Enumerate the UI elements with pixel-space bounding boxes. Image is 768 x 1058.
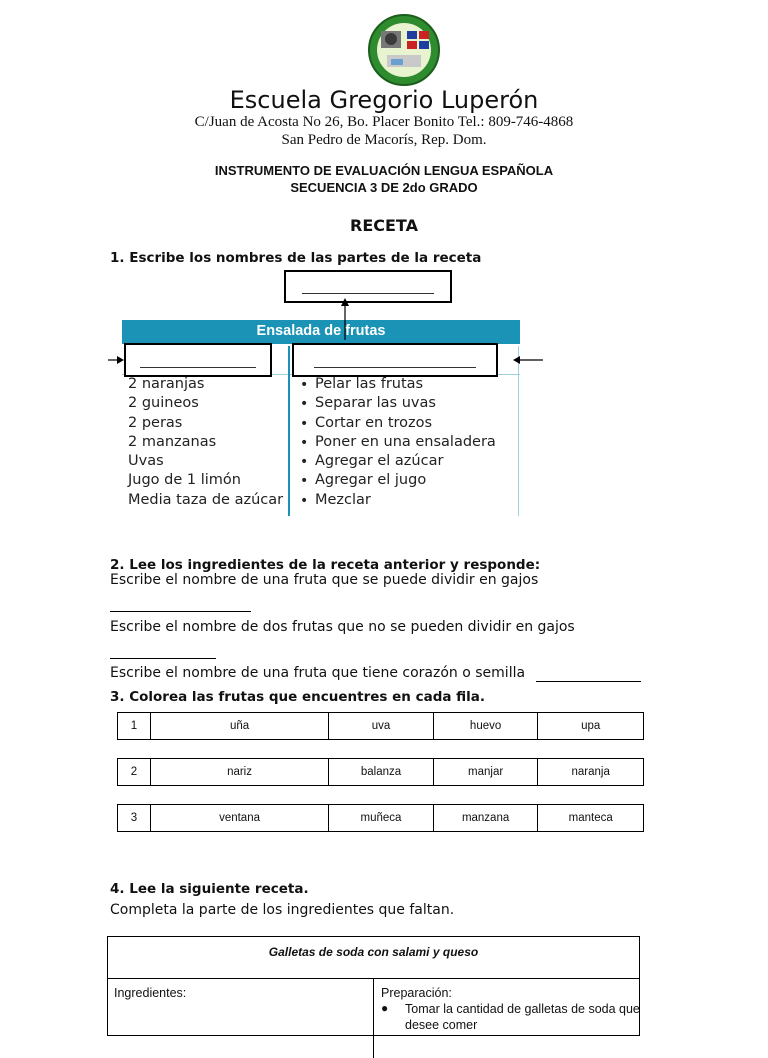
word-cell[interactable]: manzana: [433, 805, 538, 831]
step-bullet: •: [300, 377, 309, 393]
school-name: Escuela Gregorio Luperón: [229, 86, 539, 114]
section-title: RECETA: [350, 216, 418, 235]
step-bullet: •: [300, 473, 309, 489]
step-bullet: •: [300, 396, 309, 412]
word-row: [117, 712, 644, 740]
step-item: Agregar el azúcar: [315, 453, 444, 469]
figure-title: Ensalada de frutas: [256, 323, 386, 339]
ingredient-item: 2 guineos: [128, 395, 199, 411]
step-bullet: ●: [381, 1001, 389, 1015]
ingredients-label: Ingredientes:: [114, 986, 187, 1000]
question-2-line-3: Escribe el nombre de una fruta que tiene corazón o semilla: [110, 665, 526, 681]
step-bullet: •: [300, 435, 309, 451]
question-2-line-2: Escribe el nombre de dos frutas que no se pueden dividir en gajos: [110, 619, 575, 635]
answer-blank-2[interactable]: [110, 658, 216, 659]
word-row: [117, 804, 644, 832]
question-4-instruction: Completa la parte de los ingredientes que faltan.: [110, 902, 455, 918]
ingredient-item: Media taza de azúcar: [128, 492, 284, 508]
word-cell[interactable]: uva: [328, 713, 433, 739]
evaluation-subtitle: SECUENCIA 3 DE 2do GRADO: [290, 180, 478, 195]
step-bullet: •: [300, 416, 309, 432]
answer-blank-3[interactable]: [536, 681, 641, 682]
recipe-table: [107, 936, 640, 1036]
ingredient-item: Jugo de 1 limón: [128, 472, 241, 488]
step-bullet: •: [300, 493, 309, 509]
school-address: C/Juan de Acosta No 26, Bo. Placer Bonito Tel.: 809-746-4868: [194, 114, 574, 130]
word-cell[interactable]: balanza: [328, 759, 433, 785]
word-cell[interactable]: muñeca: [328, 805, 433, 831]
school-crest-logo: [365, 13, 443, 87]
recipe-figure: [105, 268, 550, 518]
word-cell[interactable]: huevo: [433, 713, 538, 739]
ingredient-item: 2 peras: [128, 415, 183, 431]
step-bullet: •: [300, 454, 309, 470]
word-cell[interactable]: naranja: [537, 759, 643, 785]
ingredient-item: 2 naranjas: [128, 376, 205, 392]
word-cell[interactable]: nariz: [150, 759, 328, 785]
table-column-divider: [373, 978, 374, 1058]
recipe-table-title: Galletas de soda con salami y queso: [268, 945, 479, 959]
step-item: Pelar las frutas: [315, 376, 424, 392]
word-cell[interactable]: manteca: [537, 805, 643, 831]
question-2-heading: 2. Lee los ingredientes de la receta anterior y responde:: [110, 557, 541, 573]
question-2-line-1: Escribe el nombre de una fruta que se puede dividir en gajos: [110, 572, 539, 588]
row-number: 1: [130, 720, 138, 732]
preparation-step: Tomar la cantidad de galletas de soda que desee comer: [405, 1002, 640, 1032]
step-item: Separar las uvas: [315, 395, 436, 411]
step-item: Mezclar: [315, 492, 371, 508]
step-item: Cortar en trozos: [315, 415, 433, 431]
answer-blank-1[interactable]: [110, 611, 251, 612]
question-3-heading: 3. Colorea las frutas que encuentres en cada fila.: [110, 689, 486, 705]
row-number: 3: [130, 812, 138, 824]
ingredient-item: 2 manzanas: [128, 434, 217, 450]
preparation-label: Preparación:: [381, 986, 452, 1000]
ingredient-item: Uvas: [128, 453, 164, 469]
step-item: Poner en una ensaladera: [315, 434, 496, 450]
word-cell[interactable]: manjar: [433, 759, 538, 785]
evaluation-title: INSTRUMENTO DE EVALUACIÓN LENGUA ESPAÑOLA: [214, 163, 554, 178]
word-cell[interactable]: ventana: [150, 805, 328, 831]
word-cell[interactable]: upa: [537, 713, 643, 739]
school-location: San Pedro de Macorís, Rep. Dom.: [281, 132, 487, 148]
question-4-heading: 4. Lee la siguiente receta.: [110, 881, 309, 897]
word-cell[interactable]: uña: [150, 713, 328, 739]
step-item: Agregar el jugo: [315, 472, 427, 488]
row-number: 2: [130, 766, 138, 778]
question-1-heading: 1. Escribe los nombres de las partes de la receta: [110, 250, 482, 266]
word-row: [117, 758, 644, 786]
